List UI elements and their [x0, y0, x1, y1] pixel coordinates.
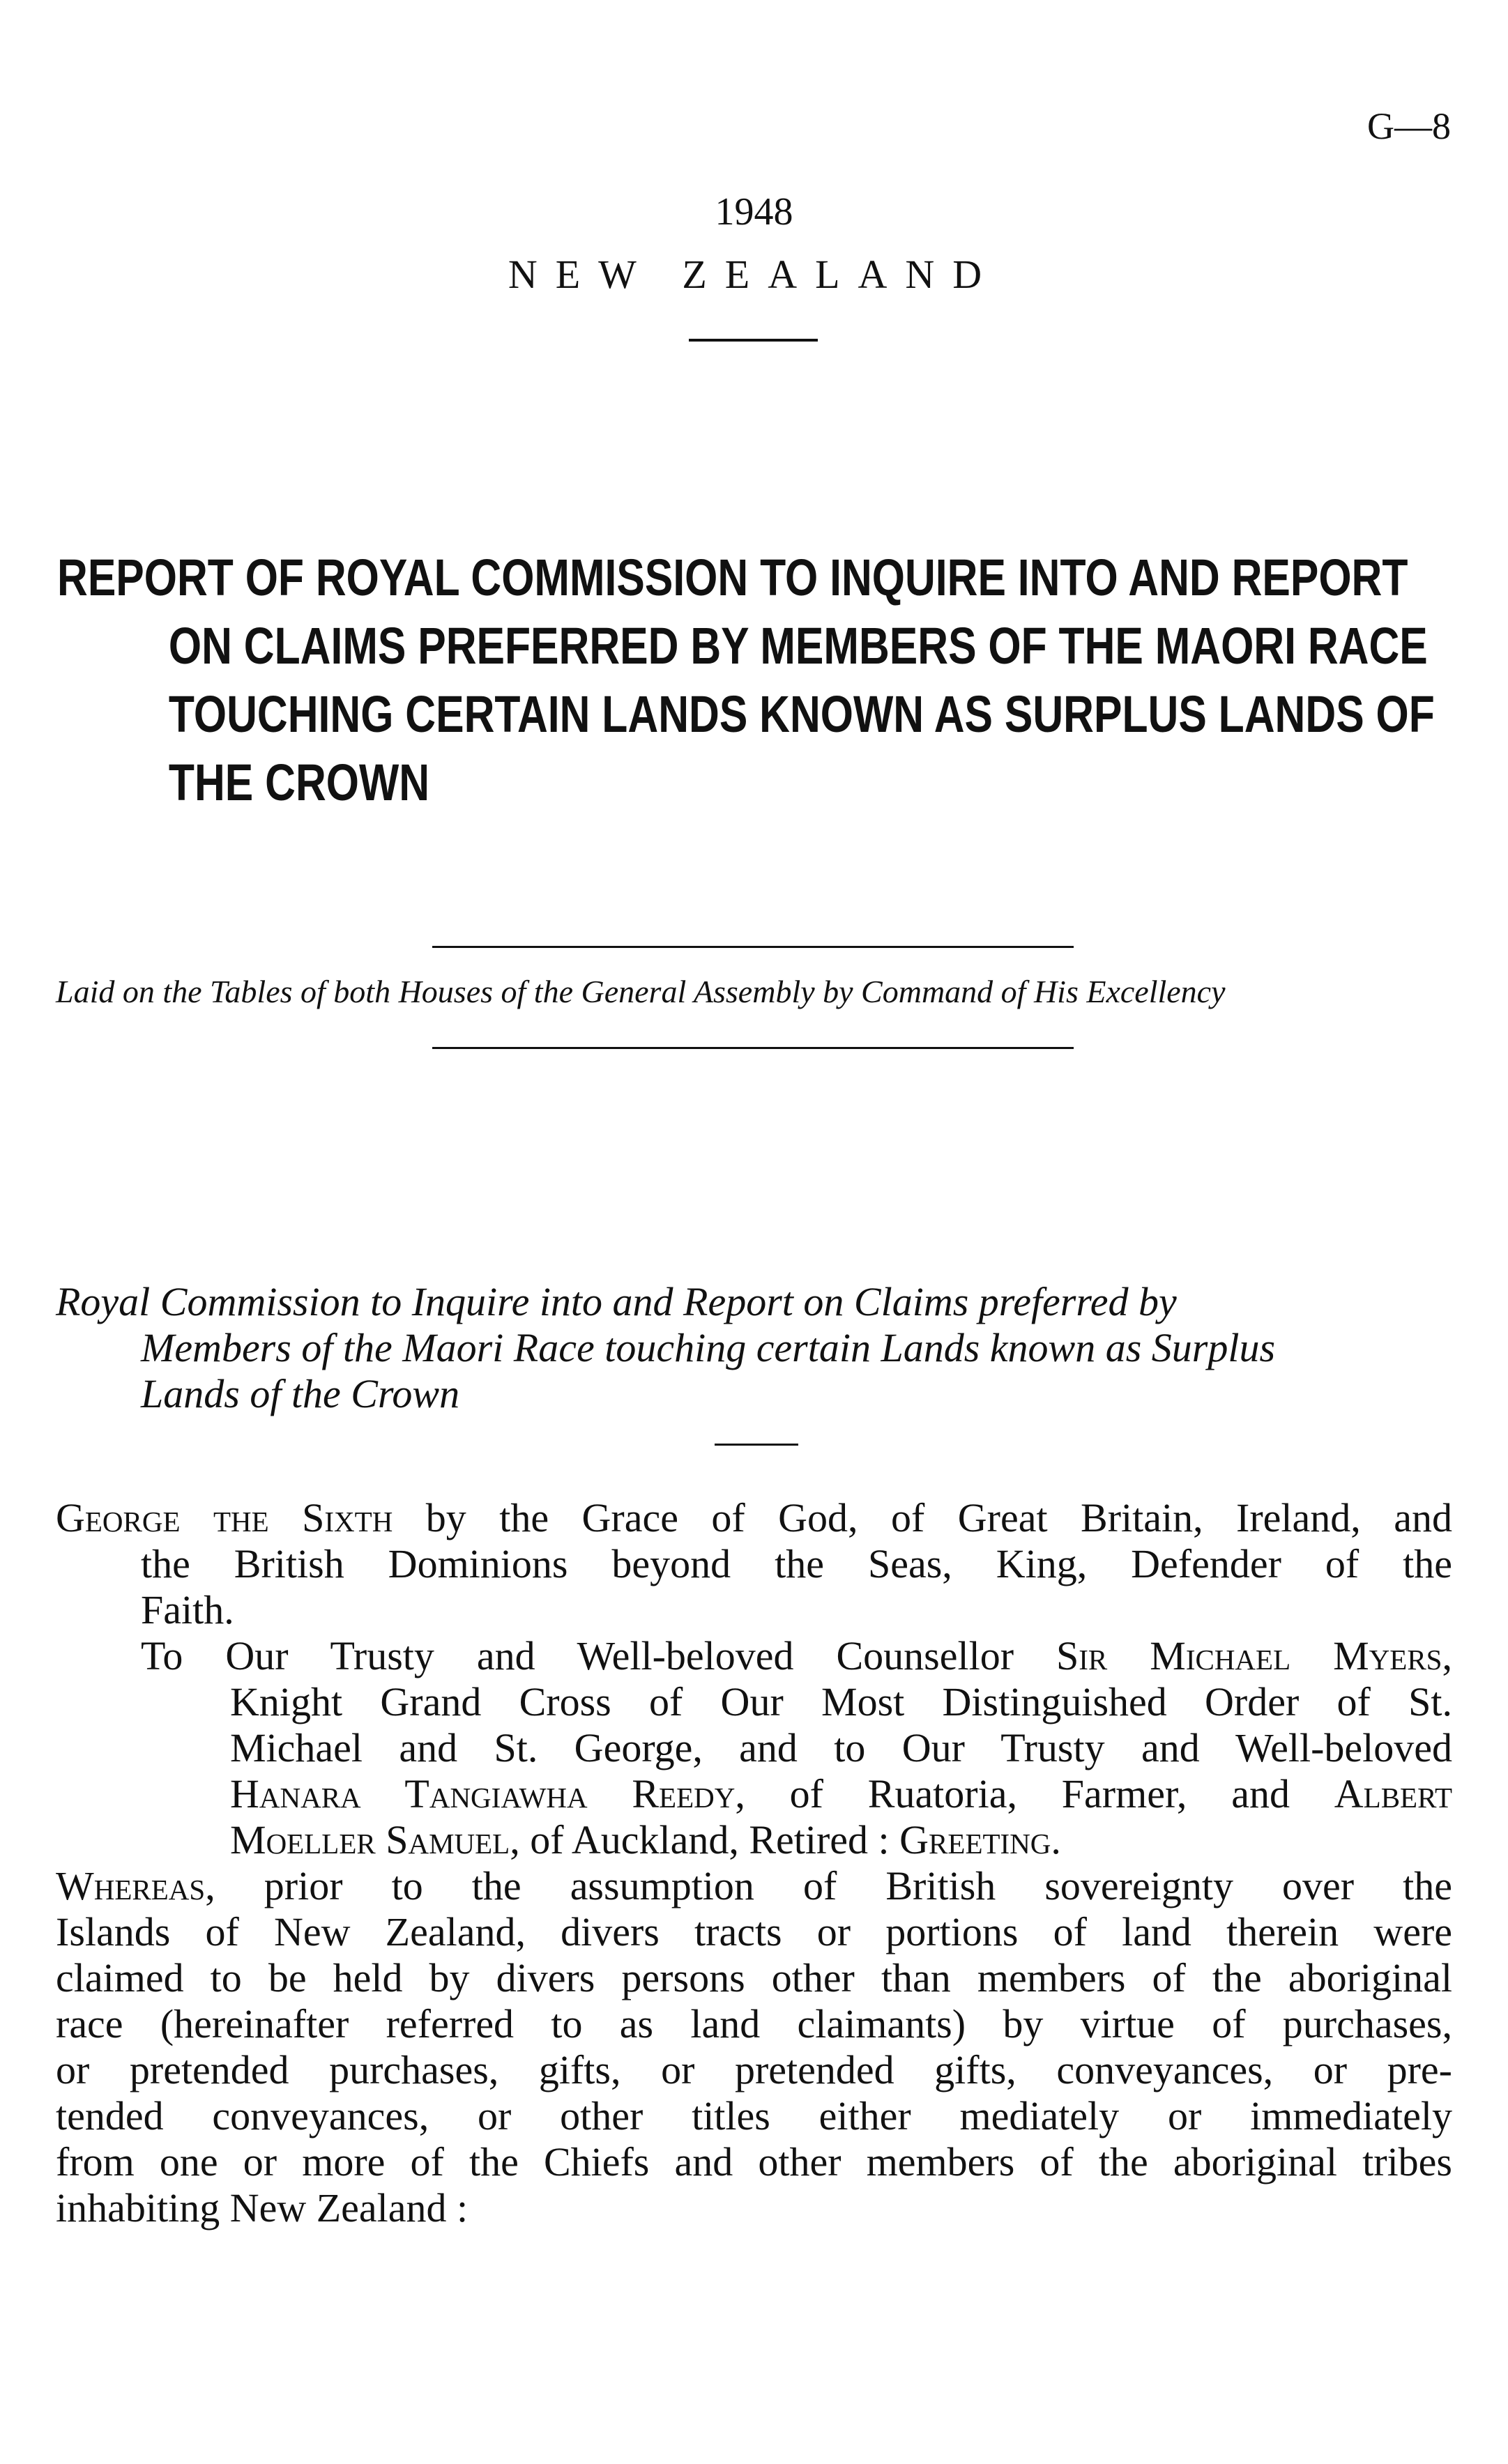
title-line: THE CROWN: [168, 753, 430, 811]
commissioner-name: Moeller Samuel,: [230, 1817, 520, 1862]
divider-rule: [689, 339, 818, 342]
commissioner-name: Hanara Tangiawha Reedy,: [230, 1771, 745, 1816]
whereas-line: Islands of New Zealand, divers tracts or portions of land therein were: [56, 1909, 1452, 1954]
commission-heading-line: Royal Commission to Inquire into and Report on Claims preferred by: [56, 1279, 1177, 1324]
preamble-line: Faith.: [141, 1587, 234, 1632]
whereas-line: from one or more of the Chiefs and other members of the aboriginal tribes: [56, 2139, 1452, 2184]
whereas-line: or pretended purchases, gifts, or pretended gifts, conveyances, or pre-: [56, 2047, 1452, 2092]
divider-rule: [432, 946, 1074, 948]
divider-rule: [715, 1444, 798, 1446]
preamble-paragraph: [56, 1495, 1452, 1633]
laid-notice: Laid on the Tables of both Houses of the General Assembly by Command of His Excellency: [56, 974, 1226, 1009]
address-text: To Our Trusty and Well-beloved Counsellor: [141, 1633, 1057, 1678]
page-number: G—8: [1367, 105, 1451, 147]
whereas-line: claimed to be held by divers persons other than members of the aboriginal: [56, 1955, 1452, 2000]
title-line: ON CLAIMS PREFERRED BY MEMBERS OF THE MAORI RACE: [168, 617, 1428, 675]
preamble-text: by the Grace of God, of Great Britain, Ireland, and: [393, 1495, 1452, 1540]
whereas-lead: Whereas,: [56, 1863, 215, 1908]
address-line: Knight Grand Cross of Our Most Distinguished Order of St.: [230, 1679, 1452, 1724]
title-line: REPORT OF ROYAL COMMISSION TO INQUIRE INTO AND REPORT: [57, 549, 1408, 606]
address-text: of Auckland, Retired :: [519, 1817, 900, 1862]
report-title: [57, 544, 1435, 817]
title-line: TOUCHING CERTAIN LANDS KNOWN AS SURPLUS LANDS OF: [168, 685, 1435, 743]
whereas-paragraph: [56, 1863, 1452, 2231]
whereas-line: race (hereinafter referred to as land claimants) by virtue of purchases,: [56, 2001, 1452, 2046]
report-year: 1948: [715, 190, 793, 234]
king-name: George the Sixth: [56, 1495, 393, 1540]
address-text: of Ruatoria, Farmer, and: [745, 1771, 1334, 1816]
commissioner-name: Sir Michael Myers,: [1056, 1633, 1452, 1678]
whereas-line: inhabiting New Zealand :: [56, 2185, 469, 2230]
address-line: Michael and St. George, and to Our Trusty and Well-beloved: [230, 1725, 1452, 1770]
whereas-text: prior to the assumption of British sovereignty over the: [215, 1863, 1452, 1908]
whereas-line: tended conveyances, or other titles either mediately or immediately: [56, 2093, 1452, 2138]
commission-heading-line: Lands of the Crown: [141, 1371, 460, 1416]
country-heading: NEW ZEALAND: [508, 252, 1000, 297]
address-paragraph: [56, 1633, 1452, 1863]
commission-heading-line: Members of the Maori Race touching certain Lands known as Surplus: [141, 1325, 1276, 1370]
commissioner-name: Albert: [1334, 1771, 1453, 1816]
greeting: Greeting.: [899, 1817, 1061, 1862]
divider-rule: [432, 1047, 1074, 1049]
commission-heading: [56, 1279, 1452, 1417]
preamble-line: the British Dominions beyond the Seas, King, Defender of the: [141, 1541, 1452, 1586]
